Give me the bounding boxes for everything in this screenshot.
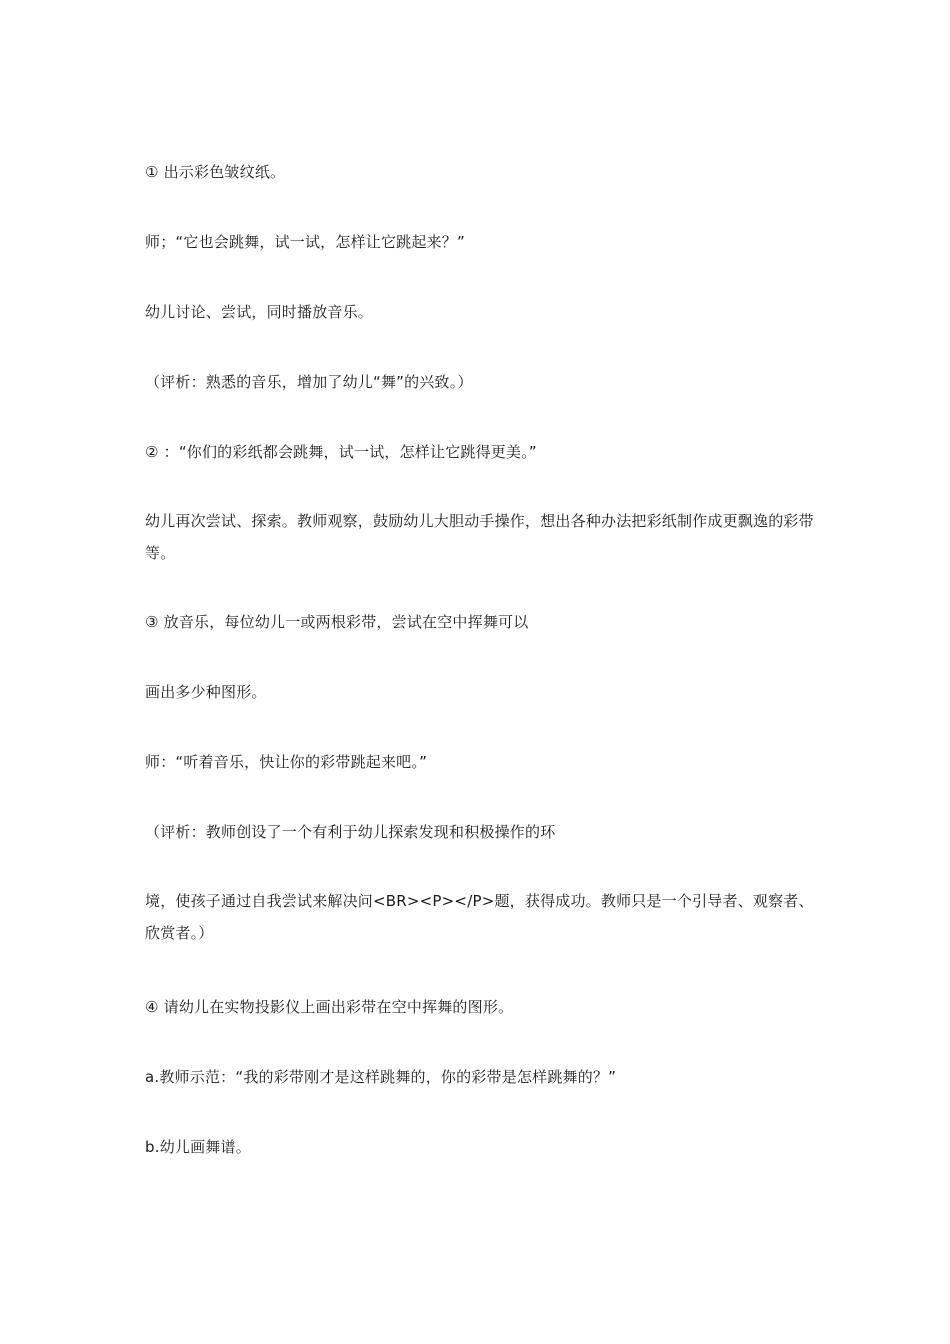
paragraph-step-3-continued: 画出多少种图形。	[145, 683, 267, 701]
paragraph-comment-2: （评析：教师创设了一个有利于幼儿探索发现和积极操作的环	[145, 823, 556, 841]
paragraph-step-3: ③ 放音乐，每位幼儿一或两根彩带，尝试在空中挥舞可以	[145, 613, 529, 631]
paragraph-comment-1: （评析：熟悉的音乐，增加了幼儿“舞”的兴致。）	[145, 373, 473, 391]
paragraph-children-explore: 幼儿再次尝试、探索。教师观察，鼓励幼儿大胆动手操作，想出各种办法把彩纸制作成更飘逸的彩带等。	[145, 512, 814, 562]
paragraph-teacher-demo: a.教师示范：“我的彩带刚才是这样跳舞的，你的彩带是怎样跳舞的？”	[145, 1068, 617, 1086]
paragraph-step-2: ② ：“你们的彩纸都会跳舞，试一试，怎样让它跳得更美。”	[145, 443, 537, 461]
paragraph-teacher-question-1: 师；“它也会跳舞，试一试，怎样让它跳起来？”	[145, 233, 465, 251]
paragraph-children-discuss: 幼儿讨论、尝试，同时播放音乐。	[145, 303, 374, 321]
paragraph-children-draw: b.幼儿画舞谱。	[145, 1138, 251, 1156]
paragraph-comment-2-continued: 境，使孩子通过自我尝试来解决问<BR><P></P>题，获得成功。教师只是一个引导者、观察者、欣赏者。）	[145, 892, 814, 942]
paragraph-step-4: ④ 请幼儿在实物投影仪上画出彩带在空中挥舞的图形。	[145, 998, 514, 1016]
paragraph-step-1: ① 出示彩色皱纹纸。	[145, 163, 286, 181]
paragraph-teacher-question-2: 师：“听着音乐，快让你的彩带跳起来吧。”	[145, 753, 428, 771]
